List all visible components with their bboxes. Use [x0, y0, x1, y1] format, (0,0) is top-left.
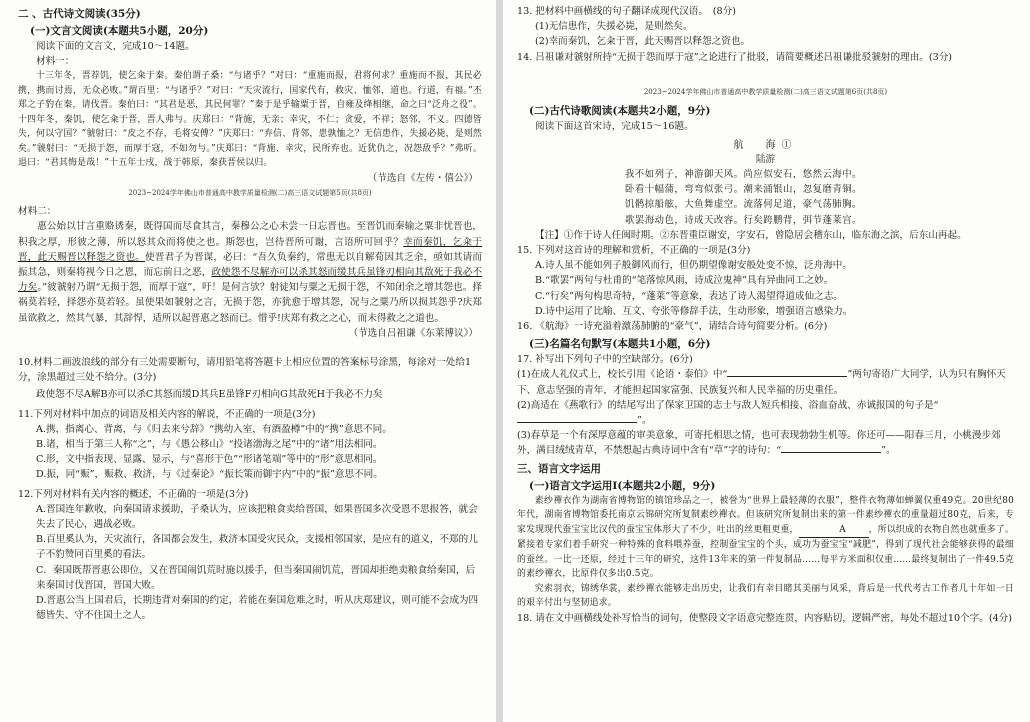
- q15-option-d: D.诗中运用了比喻、互文、夸张等修辞手法，生动形象，增强语言感染力。: [535, 305, 853, 317]
- passage-part-a: 素纱襌衣作为湖南省博物馆的镇馆珍品之一，被誉为“世界上最轻薄的衣服”，整件衣物薄如蝉翼仅重49克。20世纪80年代，湖南省博物馆委托南京云锦研究所复制素纱襌衣。但该研究所复制出来的第一件素纱襌衣的重量超过80克，后来，专家发现现代蚕宝宝比汉代的蚕宝宝体形大了不少，吐出的丝更粗更重，: [517, 495, 1014, 535]
- q17-3-text-b: ”。: [881, 445, 896, 457]
- page-footer: 2023~2024学年佛山市普通高中教学质量检测(二)高三语文试题第5页(共8页): [128, 189, 372, 198]
- question-10: 10.材料二画波浪线的部分有三处需要断句，请用铅笔将答题卡上相应位置的答案标号涂黑，每涂对一处给1分，涂黑超过三处不给分。(3分): [18, 356, 472, 384]
- q11-option-b: B.诸，相当于第三人称“之”，与《愚公移山》“投诸渤海之尾”中的“诸”用法相同。: [36, 438, 383, 450]
- answer-blank[interactable]: [781, 452, 881, 453]
- q12-option-c: C．秦国既帮晋惠公即位，又在晋国闹饥荒时施以援手，但当秦国闹饥荒，晋国却拒绝卖粮食给秦国，后来秦国讨伐晋国，晋国大败。: [36, 564, 476, 591]
- poem-title: 航 海①: [733, 140, 798, 152]
- classical-text: 十三年冬，晋荐饥，使乞籴于秦。秦伯谓子桑：“与诸乎？”对曰：“重施而报，君将何求？重施而不报，其民必携，携而讨焉，无众必败。”谓百里：“与诸乎？”对曰：“天灾流行，国家代有，救灾、恤邻，道也。行道，有福。”丕郑之子豹在秦，请伐晋。秦伯曰：“其君是恶，其民何罪？”秦于是乎输粟于晋，自雍及绛相继，命之曰“泛舟之役”。十四年冬，秦饥，使乞籴于晋，晋人弗与。庆郑曰：“背施，无亲；幸灾，不仁；贪爱，不祥；怒邻，不义。四德皆失，何以守国？”虢射曰：“皮之不存，毛将安傅？”庆郑曰：“弃信、背邻，患孰恤之？无信患作，失援必毙，是则然矣。”虢射曰：“无损于怨，而厚于寇，不如勿与。”庆郑曰：“背施、幸灾，民所弃也。近犹仇之，况怨敌乎？”弗听。退曰：“君其悔是哉！”十五年士戌，战于韩原，秦获晋侯以归。: [18, 71, 482, 169]
- question-11: 11.下列对材料中加点的词语及相关内容的解说，不正确的一项是(3分): [18, 408, 316, 420]
- question-16: 16. 《航海》一诗充溢着激荡肺腑的“豪气”，请结合诗句简要分析。(6分): [517, 321, 828, 333]
- dictation-subsection-title: (三)名篇名句默写(本题共1小题，6分): [529, 338, 711, 351]
- material1-label: 材料一：: [36, 56, 75, 68]
- question-12: 12.下列对材料有关内容的概述，不正确的一项是(3分): [18, 488, 249, 500]
- passage-part-b: ，所以织成的衣物自然也就重多了。紧接着专家们着手研究一种特殊的食料喂养蚕，控制蚕宝宝的个头，成功为蚕宝宝“减肥”，得到了现代社会能够获得的最细的蚕丝。一比一还原，经过十三年的研究，这件13年来的第一件复制品……每平方米面积仅重……最终复制出了一件49.5克的素纱襌衣，比原件仅多出0.5克。: [517, 524, 1014, 580]
- section-3-title: 三、语言文字运用: [517, 462, 601, 475]
- poetry-subsection-title: (二)古代诗歌阅读(本题共2小题，9分): [529, 104, 711, 117]
- q17-2-text-a: (2)高适在《燕歌行》的结尾写出了保家卫国的志士与敌人短兵相接、浴血奋战、赤诚报国的句子是“: [517, 399, 939, 411]
- q17-2-text-b: ”。: [637, 415, 652, 427]
- material2-text: [18, 219, 482, 325]
- q15-option-c: C.“行矣”两句构思奇特，“蓬莱”等意象，表达了诗人渴望得道成仙之志。: [535, 290, 843, 302]
- q17-item-3: [517, 428, 1014, 458]
- blank-a[interactable]: A: [799, 523, 869, 539]
- poem-line: 卧看十幅蒲，弯弯似张弓。潮来涌银山，忽复磨青铜。: [625, 184, 863, 196]
- q15-option-a: A.诗人虽不能如列子般御风而行，但仍期望像谢安般处变不惊，泛舟海中。: [535, 260, 852, 272]
- question-14: 14. 吕祖谦对虢射所持“无损于怨而厚于寇”之论进行了批驳，请简要概述吕祖谦批驳虢射的理由。(3分): [517, 51, 953, 63]
- page-left: [0, 0, 496, 722]
- q17-3-text-a: (3)春草是一个有深厚意蕴的审美意象，可寄托相思之情，也可表现勃勃生机等。你还可——阳春三月，小桃漫步郊外，满目绒绒青草，不禁想起古典诗词中含有“草”字的诗句：“: [517, 430, 1001, 457]
- page-footer: 2023~2024学年佛山市普通高中教学质量检测(二)高三语文试题第6页(共8页): [643, 87, 888, 96]
- q17-item-2: [517, 398, 1014, 428]
- question-17: 17. 补写出下列句子中的空缺部分。(6分): [517, 354, 693, 366]
- poem-author: 陆游: [755, 154, 776, 166]
- language-passage: [517, 494, 1014, 582]
- poem-line: 我不如列子，神游御天风。尚应似安石，悠然云海中。: [625, 169, 863, 181]
- passage-part-d: 究索羽衣，锦绣华裳，素纱襌衣能够走出历史，让我们有幸目睹其美丽与风采，背后是一代代考古工作者几十年如一日的艰辛付出与坚韧追求。: [517, 583, 1014, 609]
- question-10-sentence: 政使怨不尽A解B亦可以杀C其怒而缓D其兵E虽锋F刃相向G其敌死H于我必不力矣: [36, 389, 383, 401]
- q11-option-c: C.形，文中指表现、显露、显示，与“喜形于色”“形诸笔端”等中的“形”意思相同。: [36, 454, 383, 466]
- section-title: 二 、古代诗文阅读(35分): [18, 8, 141, 20]
- subsection-title: (一)文言文阅读(本题共5小题，20分): [30, 25, 209, 37]
- question-18: 18. 请在文中画横线处补写恰当的词句，使整段文字语意完整连贯，内容贴切，逻辑严密，每处不超过10个字。(4分): [517, 612, 1013, 624]
- page-right: [503, 0, 1030, 722]
- q13-sentence-1: (1)无信患作，失援必毙，是则然矣。: [535, 21, 693, 33]
- language-subsection-title: (一)语言文字运用Ⅰ(本题共2小题，9分): [529, 479, 716, 492]
- q15-option-b: B.“歌罢”两句与杜甫的“笔落惊风雨，诗成泣鬼神”具有异曲同工之妙。: [535, 275, 834, 287]
- question-13: 13. 把材料中画横线的句子翻译成现代汉语。 (8分): [517, 6, 736, 17]
- material2-part-a: 惠公始以甘言重赂诱秦，既得国而尽食其言，秦穆公之心未尝一日忘晋也。至晋饥而秦输之粟非忧晋也，积我之厚，形彼之薄，所以怒其众而将使之也。斯怨也，岂待晋所可谢，言语所可回乎？: [18, 221, 482, 248]
- q12-option-b: B.百里奚认为，天灾流行，各国都会发生，救济本国受灾民众，支援相邻国家，是应有的道义，不郑的儿子不豹赞同百里奚的看法。: [36, 534, 478, 561]
- q12-option-a: A.晋国连年歉收，向秦国请求援助，子桑认为，应该把粮食卖给晋国，如果晋国多次受恩不思报答，就会失去了民心，遇战必败。: [36, 503, 478, 530]
- underlined-sentence: 幸而秦饥，乞籴于晋，此天赐晋以释怨之资也。: [18, 236, 483, 263]
- material2-part-b: 使晋君子为晋谋，必曰：“吾久负秦约，常患无以自解荀因其乏余，亟如其请而振其急，则秦将视今日之恩，而忘前日之恶，: [18, 251, 482, 278]
- poem-line: 歌罢海动色，诗成天改容。行矣跨鹏背，弭节蓬莱宫。: [625, 214, 863, 226]
- source-2: （节选自吕祖谦《东莱博议》）: [348, 327, 478, 339]
- answer-blank[interactable]: [517, 422, 637, 423]
- q11-option-d: D.振，同“赈”，赈救、救济，与《过秦论》“振长策而御宇内”中的“振”意思不同。: [36, 469, 383, 481]
- poetry-intro: 阅读下面这首宋诗，完成15～16题。: [535, 120, 694, 132]
- material2-label: 材料二：: [18, 206, 57, 218]
- q13-sentence-2: (2)幸而秦饥，乞籴于晋，此天赐晋以释怨之资也。: [535, 36, 751, 48]
- answer-blank[interactable]: [727, 376, 847, 377]
- wavy-underlined-sentence: 政使怨不尽解亦可以杀其怒而缓其兵虽锋刃相向其敌死于我必不力矣: [18, 266, 483, 294]
- source-1: （节选自《左传・僖公》）: [367, 172, 478, 184]
- q17-item-1: [517, 367, 1014, 397]
- question-15: 15. 下列对这首诗的理解和赏析，不正确的一项是(3分): [517, 245, 751, 257]
- language-passage-2: [517, 582, 1014, 611]
- q17-1-text-a: (1)在成人礼仪式上，校长引用《论语・泰伯》中“: [517, 369, 728, 381]
- material2-part-c: 。”彼虢射乃谓“无损于怨，而厚于寇”，吁！是何言欤？射徒知与粟之无损于怨，不知闭余之增其怨也。择祸莫若轻，择怨亦莫若轻。虽使果如虢射之言，无损于怨，亦犹愈于增其怨，况与之粟乃所以损其怨乎?庆郑虽欲救之，然其气暴，其辞悍，适所以起晋惠之怒而已。惜乎!庆郑有救之之心，而未得救之之道也。: [18, 282, 483, 324]
- q11-option-a: A.携，指离心、背离，与《归去来兮辞》“携幼入室，有酒盈樽”中的“携”意思不同。: [36, 423, 392, 435]
- q12-option-d: D.晋惠公当上国君后，长期违背对秦国的约定，若能在秦国危难之时，听从庆郑建议，则可能不会成为四德皆失、守不住国土之人。: [36, 594, 479, 622]
- q17-1-text-b: ”两句寄语广大同学，认为只有胸怀天下、意志坚强的青年，才能担起国家富强、民族复兴和人民幸福的历史重任。: [517, 369, 1006, 396]
- poem-note: 【注】①作于诗人任闽时期。②东晋重臣谢安，字安石，曾隐居会稽东山，临东海之滨，后东山再起。: [535, 229, 967, 241]
- intro: 阅读下面的文言文，完成10～14题。: [36, 41, 195, 52]
- poem-line: 饥鹘掠船舷，大鱼舞虚空。流落何足道，豪气荡肺胸。: [625, 199, 863, 211]
